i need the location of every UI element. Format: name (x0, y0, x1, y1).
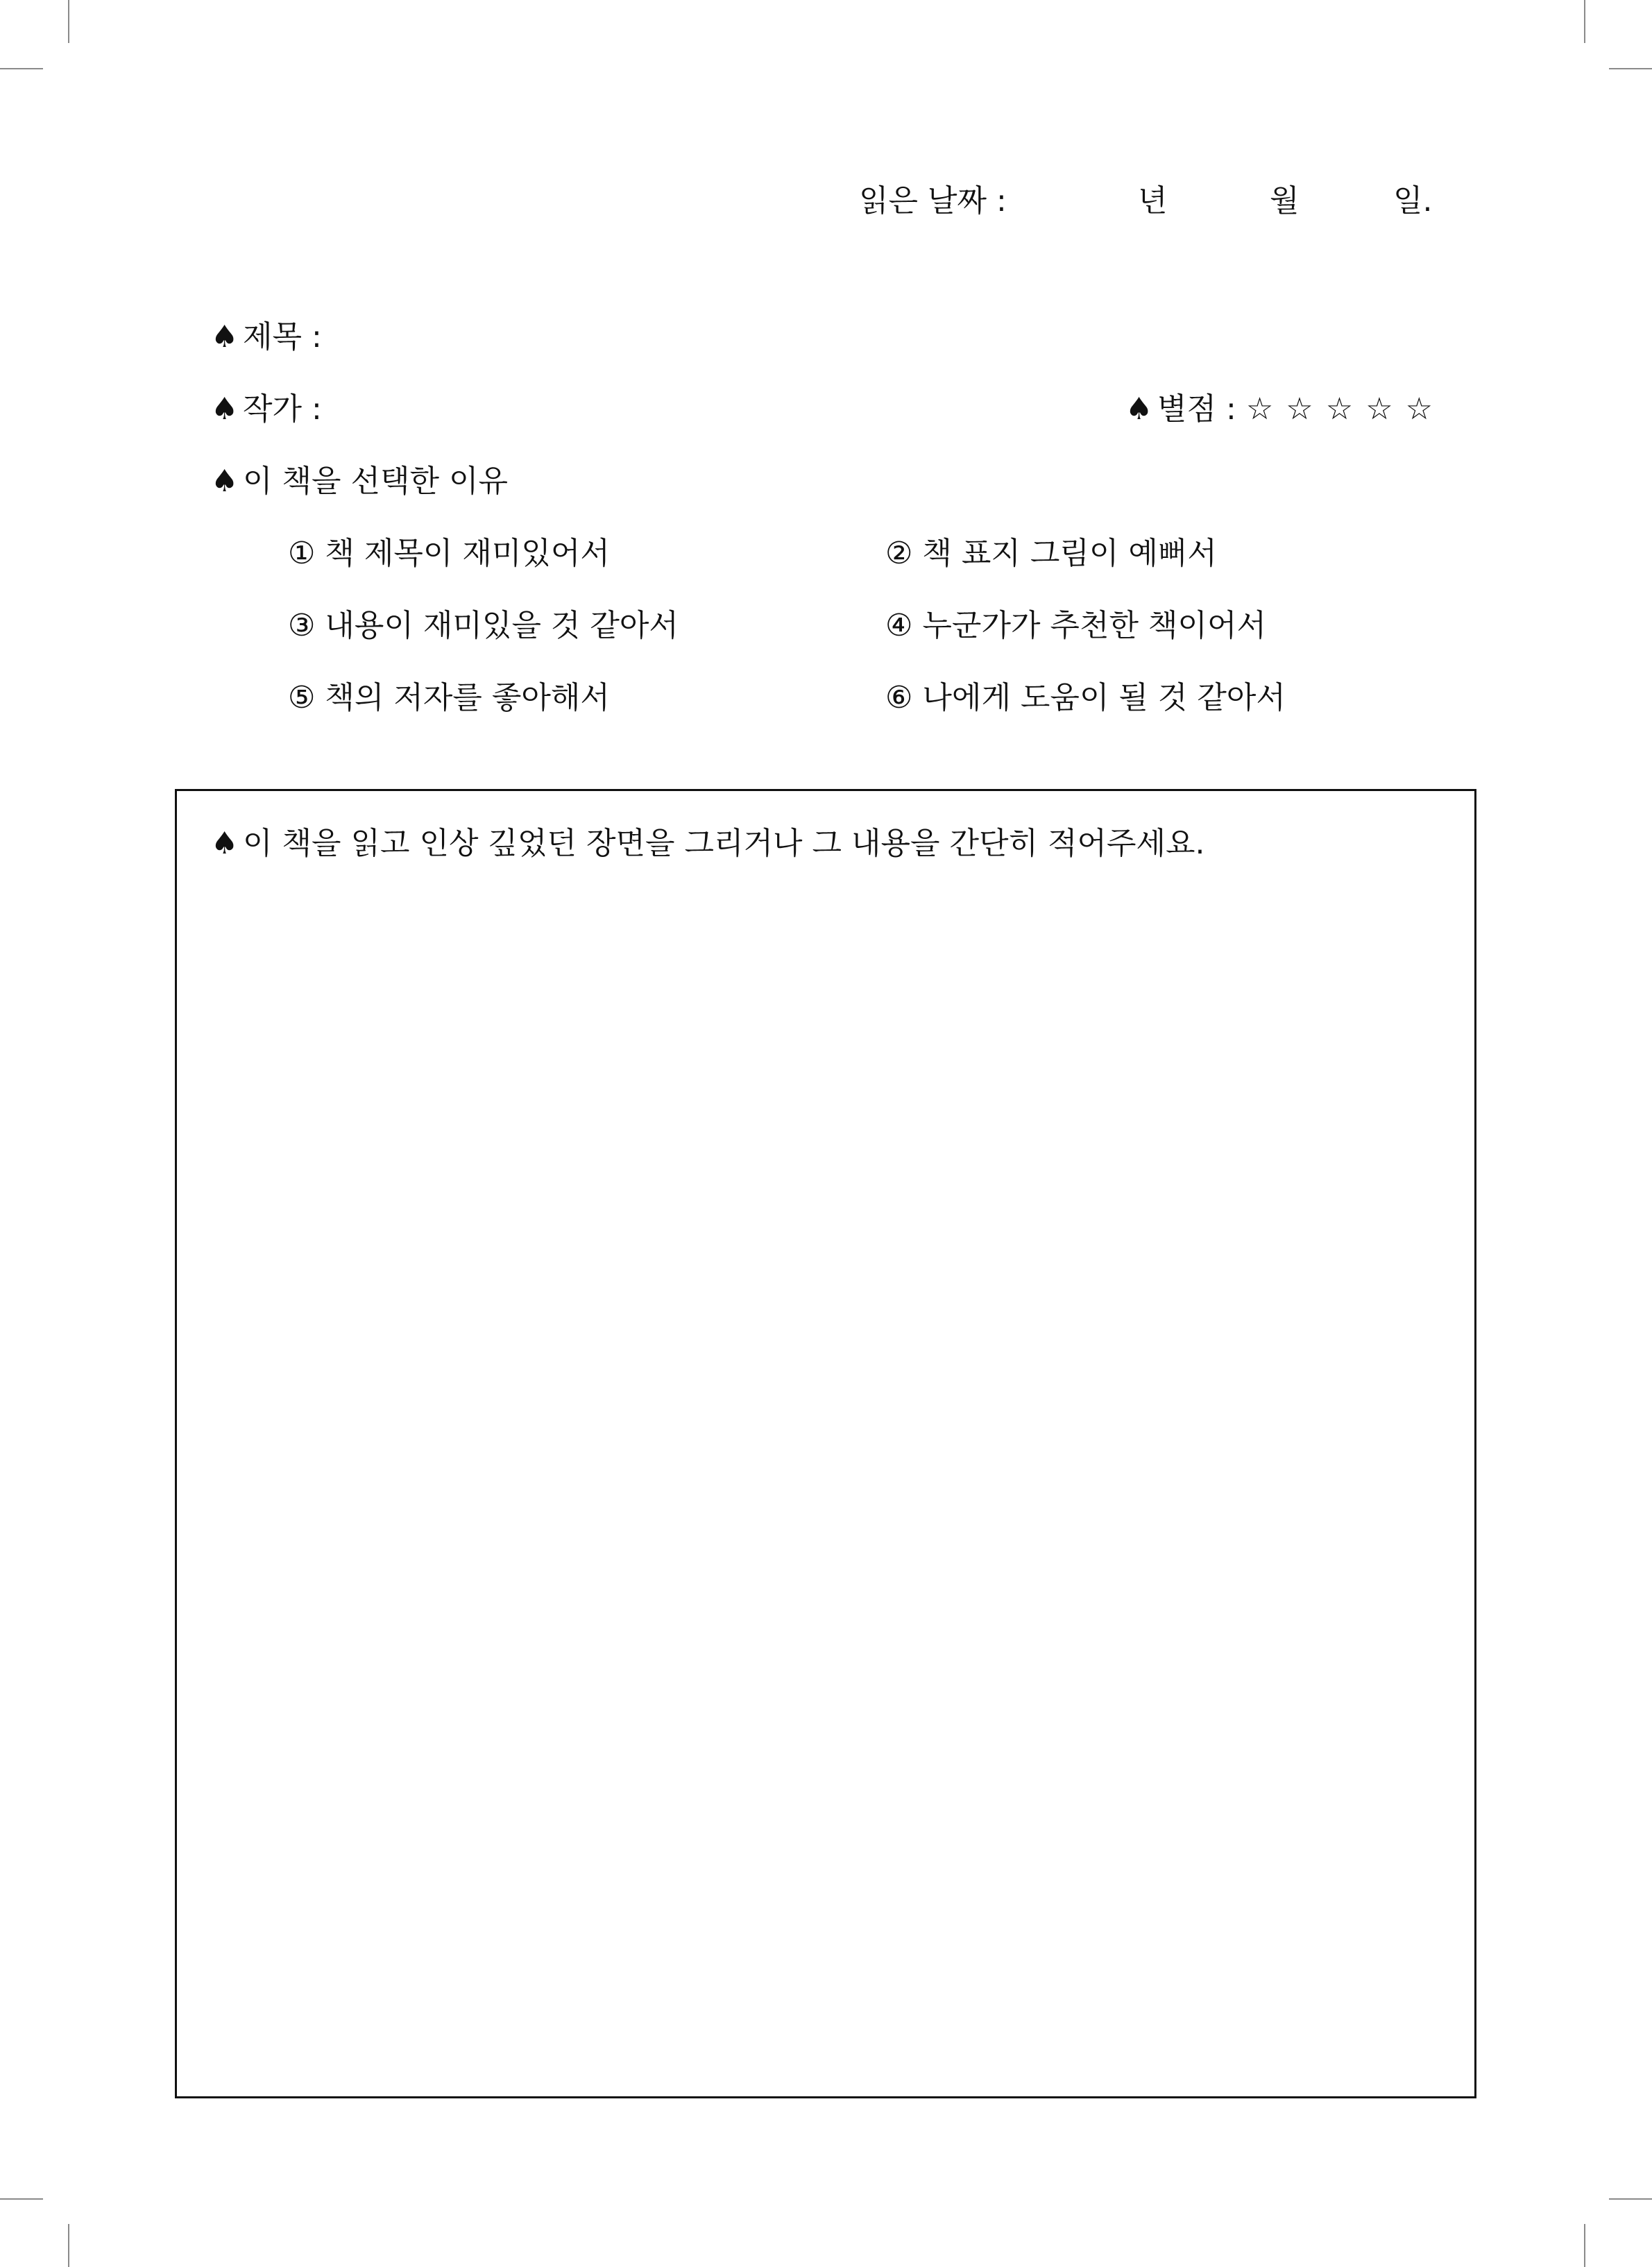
reason-option: ② 책 표지 그림이 예뻐서 (885, 536, 1217, 571)
author-row (211, 390, 322, 429)
star-icon[interactable]: ☆ (1325, 391, 1354, 427)
crop-mark (1584, 0, 1585, 43)
reason-option: ① 책 제목이 재미있어서 (288, 536, 610, 571)
reason-option: ⑥ 나에게 도움이 될 것 같아서 (885, 680, 1286, 715)
rating-label: 별점 : (1157, 391, 1236, 427)
star-icon[interactable]: ☆ (1365, 391, 1393, 427)
spade-icon: ♠ (1125, 391, 1153, 427)
month-unit: 월 (1270, 183, 1300, 219)
spade-icon: ♠ (211, 826, 239, 861)
title-row (211, 318, 322, 357)
reason-option: ④ 누군가가 추천한 책이어서 (885, 608, 1266, 643)
reason-label: 이 책을 선택한 이유 (243, 464, 508, 499)
box-prompt: 이 책을 읽고 인상 깊었던 장면을 그리거나 그 내용을 간단히 적어주세요. (243, 826, 1205, 861)
crop-mark (0, 68, 43, 69)
drawing-box[interactable] (175, 789, 1476, 2098)
rating-stars (1246, 391, 1433, 427)
year-unit: 년 (1138, 183, 1168, 219)
star-icon[interactable]: ☆ (1405, 391, 1433, 427)
crop-mark (1609, 68, 1652, 69)
spade-icon: ♠ (211, 391, 239, 427)
star-icon[interactable]: ☆ (1286, 391, 1313, 427)
reason-option: ⑤ 책의 저자를 좋아해서 (288, 680, 610, 715)
author-label: 작가 : (243, 391, 322, 427)
title-label: 제목 : (243, 319, 322, 355)
crop-mark (68, 0, 69, 43)
reason-option: ③ 내용이 재미있을 것 같아서 (288, 608, 679, 643)
box-prompt-row (211, 824, 1204, 863)
rating-row (1125, 390, 1433, 429)
star-icon[interactable]: ☆ (1245, 391, 1274, 427)
read-date-label: 읽은 날짜 : (859, 183, 1007, 219)
day-unit: 일. (1393, 183, 1433, 219)
crop-mark (0, 2198, 43, 2200)
reason-row (211, 462, 508, 501)
spade-icon: ♠ (211, 464, 239, 499)
crop-mark (1584, 2224, 1585, 2267)
crop-mark (1609, 2198, 1652, 2200)
crop-mark (68, 2224, 69, 2267)
spade-icon: ♠ (211, 319, 239, 355)
